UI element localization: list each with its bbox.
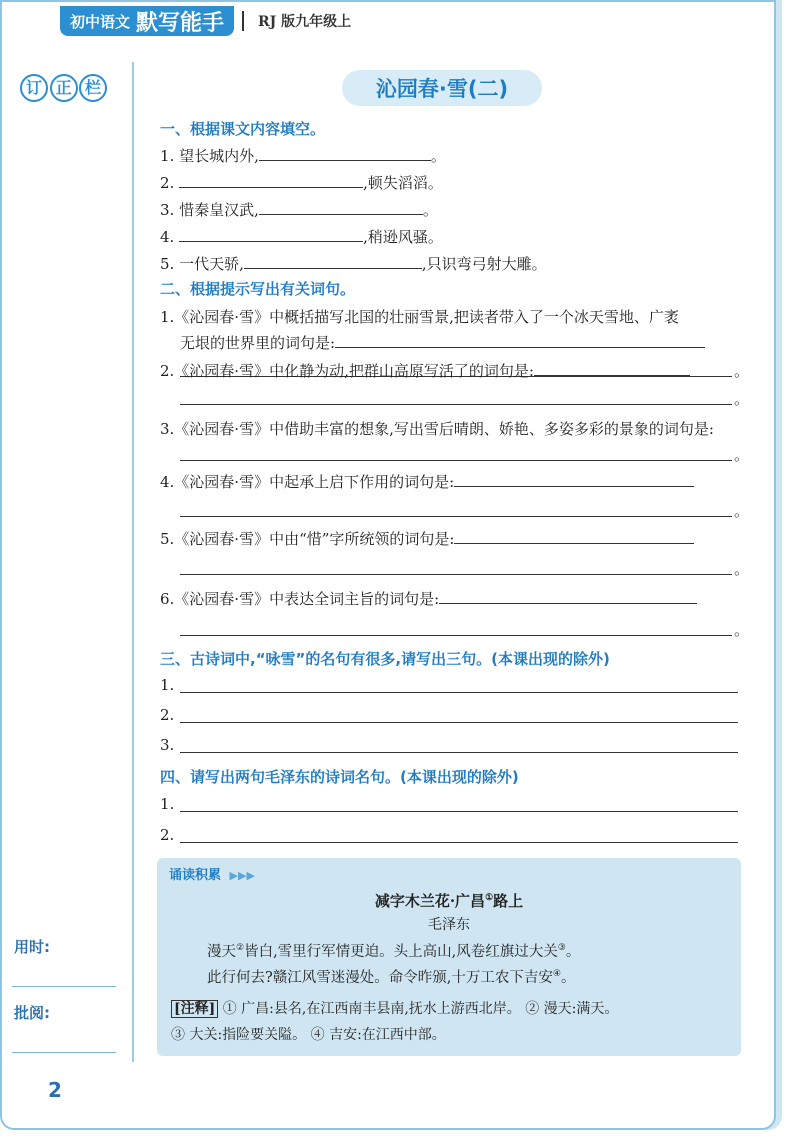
s2-item-4-text: 4.《沁园春·雪》中起承上启下作用的词句是: [160,473,455,491]
answer-blank[interactable] [244,253,422,269]
header-divider [242,11,244,31]
s2-item-1-text: 无垠的世界里的词句是: [180,334,336,352]
answer-blank[interactable] [259,199,423,215]
s1-before: 望长城内外, [179,147,259,165]
s1-num: 3. [160,201,175,219]
s2-item-4 [160,471,694,493]
poem-text: 漫天 [207,944,236,960]
answer-blank[interactable] [534,360,690,376]
s1-item-2 [160,172,443,194]
footnote-mark: ① [485,893,494,903]
answer-blank[interactable] [335,332,705,348]
reading-label-text: 诵读积累 [169,868,222,883]
review-label: 批阅: [14,1004,50,1022]
s1-num: 2. [160,174,175,192]
poem-text: 此行何去?赣江风雪迷漫处。命令昨颁,十万工农下吉安 [207,970,553,986]
s1-after: 。 [422,201,438,219]
answer-line[interactable] [180,635,732,636]
period: 。 [734,446,750,464]
answer-line[interactable] [180,722,738,723]
poem-line-2 [207,966,575,987]
footnote-mark: ③ [557,943,566,954]
s4-num-1: 1. [160,795,175,813]
answer-blank[interactable] [259,145,431,161]
s1-after: ,只识弯弓射大雕。 [421,255,547,273]
poem-text: 皆白,雪里行军情更迫。头上高山,风卷红旗过大关 [244,944,558,960]
s2-item-3: 3.《沁园春·雪》中借助丰富的想象,写出雪后晴朗、娇艳、多姿多彩的景象的词句是: [160,420,714,438]
poem-text: 。 [560,970,576,986]
period: 。 [734,390,750,408]
notes-line-1 [171,998,618,1018]
s1-before: 惜秦皇汉武, [179,201,259,219]
footnote-mark: ④ [552,969,561,980]
s2-item-2 [160,360,690,382]
review-line [12,1052,116,1053]
series-big: 默写能手 [136,10,225,36]
section3-heading: 三、古诗词中,“咏雪”的名句有很多,请写出三句。(本课出现的除外) [160,650,610,668]
s1-num: 1. [160,147,175,165]
header-bar [60,2,390,40]
answer-line[interactable] [180,516,732,517]
series-badge [60,6,234,36]
s2-item-6 [160,588,697,610]
time-label: 用时: [14,938,50,956]
page-number: 2 [48,1078,62,1102]
edition-label: RJ 版九年级上 [258,14,352,30]
poem-title-after: 路上 [493,892,524,910]
s2-item-5-text: 5.《沁园春·雪》中由“惜”字所统领的词句是: [160,530,455,548]
s1-item-4 [160,226,443,248]
s1-after: 。 [430,147,446,165]
lesson-title: 沁园春·雪(二) [375,77,509,101]
answer-blank[interactable] [439,588,697,604]
correction-char-3: 栏 [79,74,107,102]
poem-line-1 [207,940,580,961]
answer-line[interactable] [180,460,732,461]
answer-blank[interactable] [179,172,363,188]
s4-num-2: 2. [160,826,175,844]
period: 。 [734,560,750,578]
s2-item-1-line2 [180,332,705,354]
s2-item-5 [160,528,694,550]
note-text: ① 广昌:县名,在江西南丰县南,抚水上游西北岸。 ② 漫天:满天。 [222,1001,619,1017]
period: 。 [734,502,750,520]
note-text: ③ 大关:指险要关隘。 ④ 吉安:在江西中部。 [171,1027,446,1043]
poem-title [157,890,741,911]
answer-line[interactable] [180,811,738,812]
section1-heading: 一、根据课文内容填空。 [160,120,326,138]
footnote-mark: ② [236,943,245,954]
notes-tag: [注释] [171,1000,218,1018]
answer-line[interactable] [180,752,738,753]
poem-text: 。 [565,944,581,960]
sidebar-divider [132,62,134,1062]
s1-item-1 [160,145,446,167]
answer-line[interactable] [180,574,732,575]
series-small: 初中语文 [70,12,131,31]
s1-after: ,顿失滔滔。 [363,174,443,192]
s1-num: 4. [160,228,175,246]
time-line [12,986,116,987]
s3-num-1: 1. [160,676,175,694]
correction-char-2: 正 [50,74,78,102]
s1-num: 5. [160,255,175,273]
reading-label [169,864,255,883]
notes-line-2 [171,1024,446,1044]
answer-line[interactable] [180,842,738,843]
period: 。 [734,362,750,380]
reading-panel [157,858,741,1056]
s1-after: ,稍逊风骚。 [363,228,443,246]
s3-num-3: 3. [160,736,175,754]
answer-blank[interactable] [454,528,694,544]
s3-num-2: 2. [160,706,175,724]
answer-line[interactable] [180,404,732,405]
lesson-title-banner [342,70,542,106]
period: 。 [734,621,750,639]
correction-column-title [20,74,120,100]
s1-item-5 [160,253,547,275]
correction-char-1: 订 [20,74,48,102]
s2-item-6-text: 6.《沁园春·雪》中表达全词主旨的词句是: [160,590,440,608]
arrow-right-icon: ▶▶▶ [229,869,255,882]
answer-blank[interactable] [454,471,694,487]
section4-heading: 四、请写出两句毛泽东的诗词名句。(本课出现的除外) [160,768,519,786]
s2-item-2-text: 2.《沁园春·雪》中化静为动,把群山高原写活了的词句是: [160,362,534,380]
answer-line[interactable] [180,692,738,693]
s2-item-1-line1: 1.《沁园春·雪》中概括描写北国的壮丽雪景,把读者带入了一个冰天雪地、广袤 [160,308,679,326]
s1-before: 一代天骄, [179,255,244,273]
section2-heading: 二、根据提示写出有关词句。 [160,280,356,298]
poem-author: 毛泽东 [428,917,470,933]
s1-item-3 [160,199,438,221]
answer-blank[interactable] [179,226,363,242]
poem-title-text: 减字木兰花·广昌 [374,892,486,910]
